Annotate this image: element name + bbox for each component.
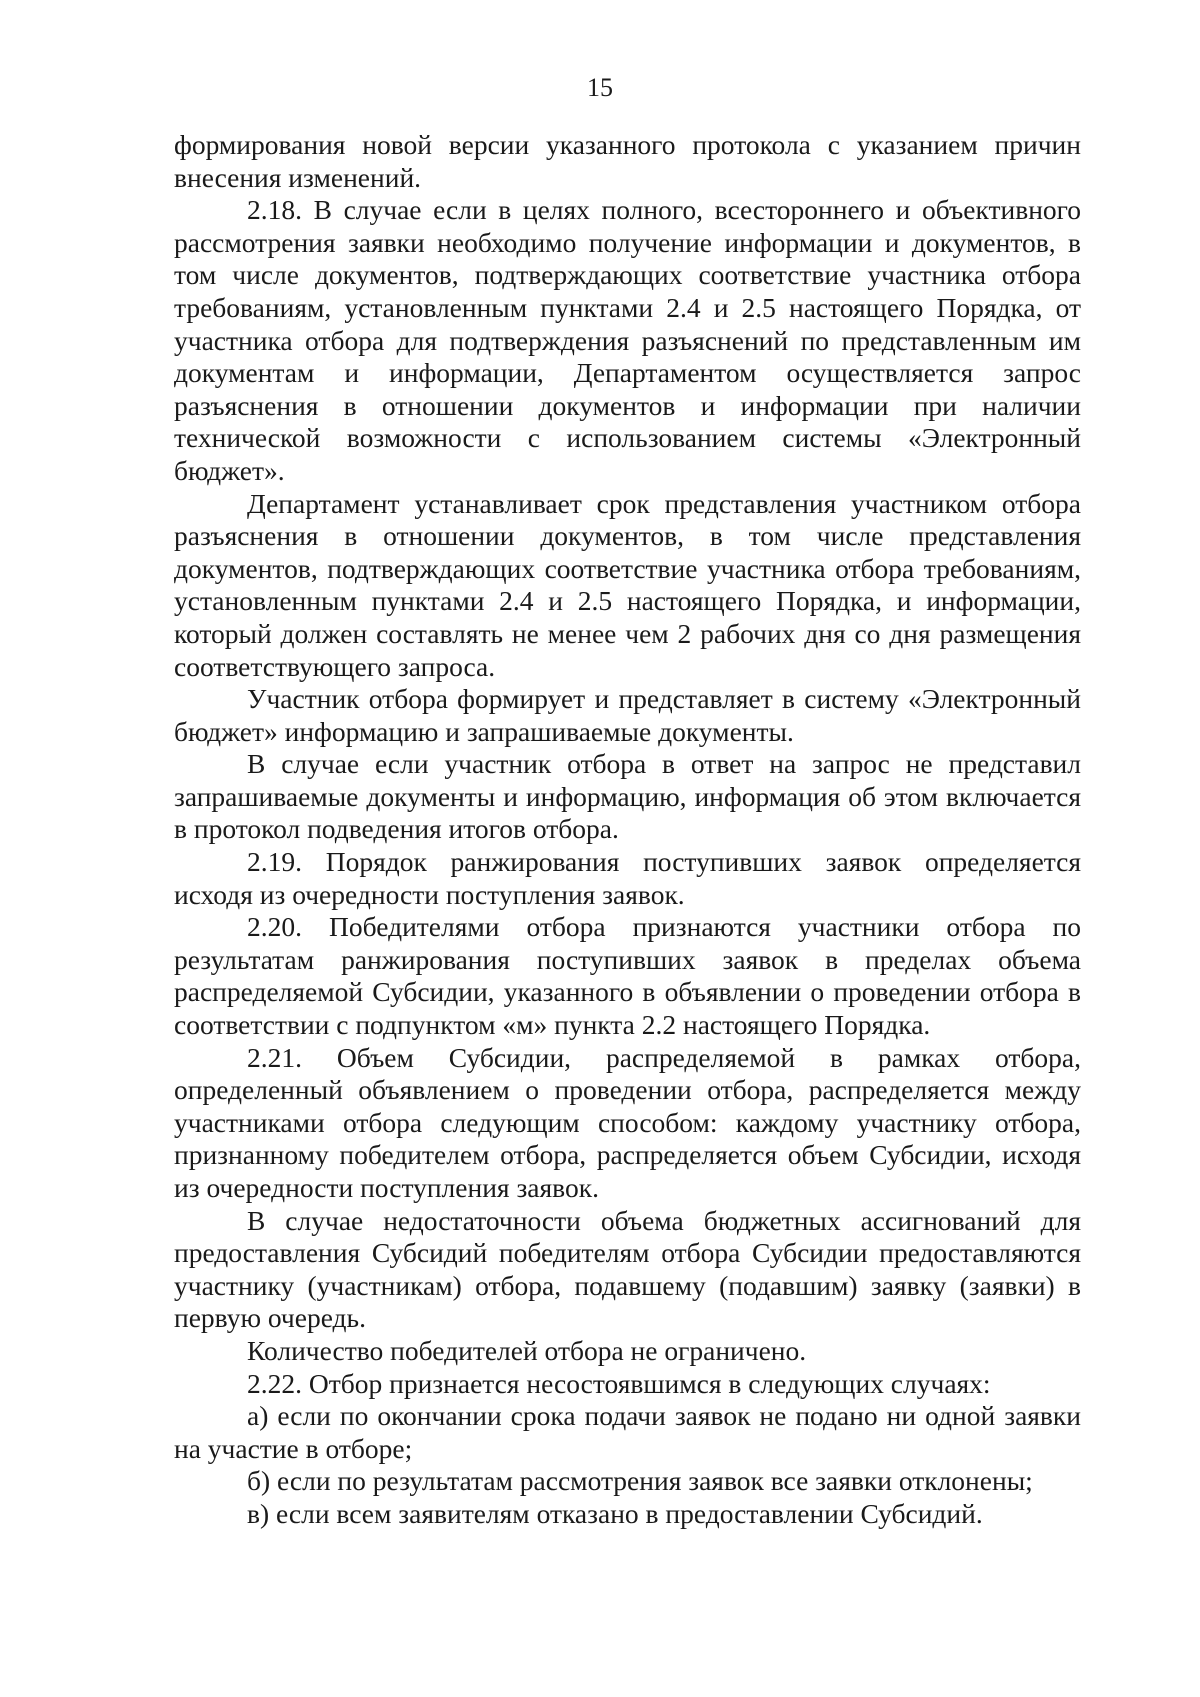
paragraph-2-19: 2.19. Порядок ранжирования поступивших заявок определяется исходя из очередности поступления заявок. xyxy=(174,846,1081,910)
paragraph-winners-unlimited: Количество победителей отбора не ограничено. xyxy=(247,1334,807,1366)
list-item-a: а) если по окончании срока подачи заявок не подано ни одной заявки на участие в отборе; xyxy=(174,1400,1081,1464)
paragraph-participant-submits: Участник отбора формирует и представляет в систему «Электронный бюджет» информацию и запрашиваемые документы. xyxy=(174,683,1081,747)
list-item-b: б) если по результатам рассмотрения заявок все заявки отклонены; xyxy=(247,1465,1033,1497)
paragraph-2-18: 2.18. В случае если в целях полного, всестороннего и объективного рассмотрения заявки необходимо получение информации и документов, в том числе документов, подтверждающих соответствие участника отбора требованиям, установленным пунктами 2.4 и 2.5 настоящего Порядка, от участника отбора для подтверждения разъяснений по представленным им документам и информации, Департаментом осуществляется запрос разъяснения в отношении документов и информации при наличии технической возможности с использованием системы «Электронный бюджет». xyxy=(174,194,1081,486)
paragraph-2-20: 2.20. Победителями отбора признаются участники отбора по результатам ранжирования поступивших заявок в пределах объема распределяемой Субсидии, указанного в объявлении о проведении отбора в соответствии с подпунктом «м» пункта 2.2 настоящего Порядка. xyxy=(174,911,1081,1041)
list-item-v: в) если всем заявителям отказано в предоставлении Субсидий. xyxy=(247,1497,983,1529)
paragraph-continuation: формирования новой версии указанного протокола с указанием причин внесения изменений. xyxy=(174,129,1081,193)
paragraph-no-response: В случае если участник отбора в ответ на запрос не представил запрашиваемые документы и информацию, информация об этом включается в протокол подведения итогов отбора. xyxy=(174,748,1081,845)
paragraph-deadline: Департамент устанавливает срок представления участником отбора разъяснения в отношении документов, в том числе представления документов, подтверждающих соответствие участника отбора требованиям, установленным пунктами 2.4 и 2.5 настоящего Порядка, и информации, который должен составлять не менее чем 2 рабочих дня со дня размещения соответствующего запроса. xyxy=(174,487,1081,682)
document-body xyxy=(174,129,1081,1531)
paragraph-2-21: 2.21. Объем Субсидии, распределяемой в рамках отбора, определенный объявлением о проведении отбора, распределяется между участниками отбора следующим способом: каждому участнику отбора, признанному победителем отбора, распределяется объем Субсидии, исходя из очередности поступления заявок. xyxy=(174,1041,1081,1203)
paragraph-insufficient-budget: В случае недостаточности объема бюджетных ассигнований для предоставления Субсидий победителям отбора Субсидии предоставляются участнику (участникам) отбора, подавшему (подавшим) заявку (заявки) в первую очередь. xyxy=(174,1204,1081,1334)
paragraph-2-22: 2.22. Отбор признается несостоявшимся в следующих случаях: xyxy=(247,1367,991,1399)
page-number: 15 xyxy=(587,73,613,102)
